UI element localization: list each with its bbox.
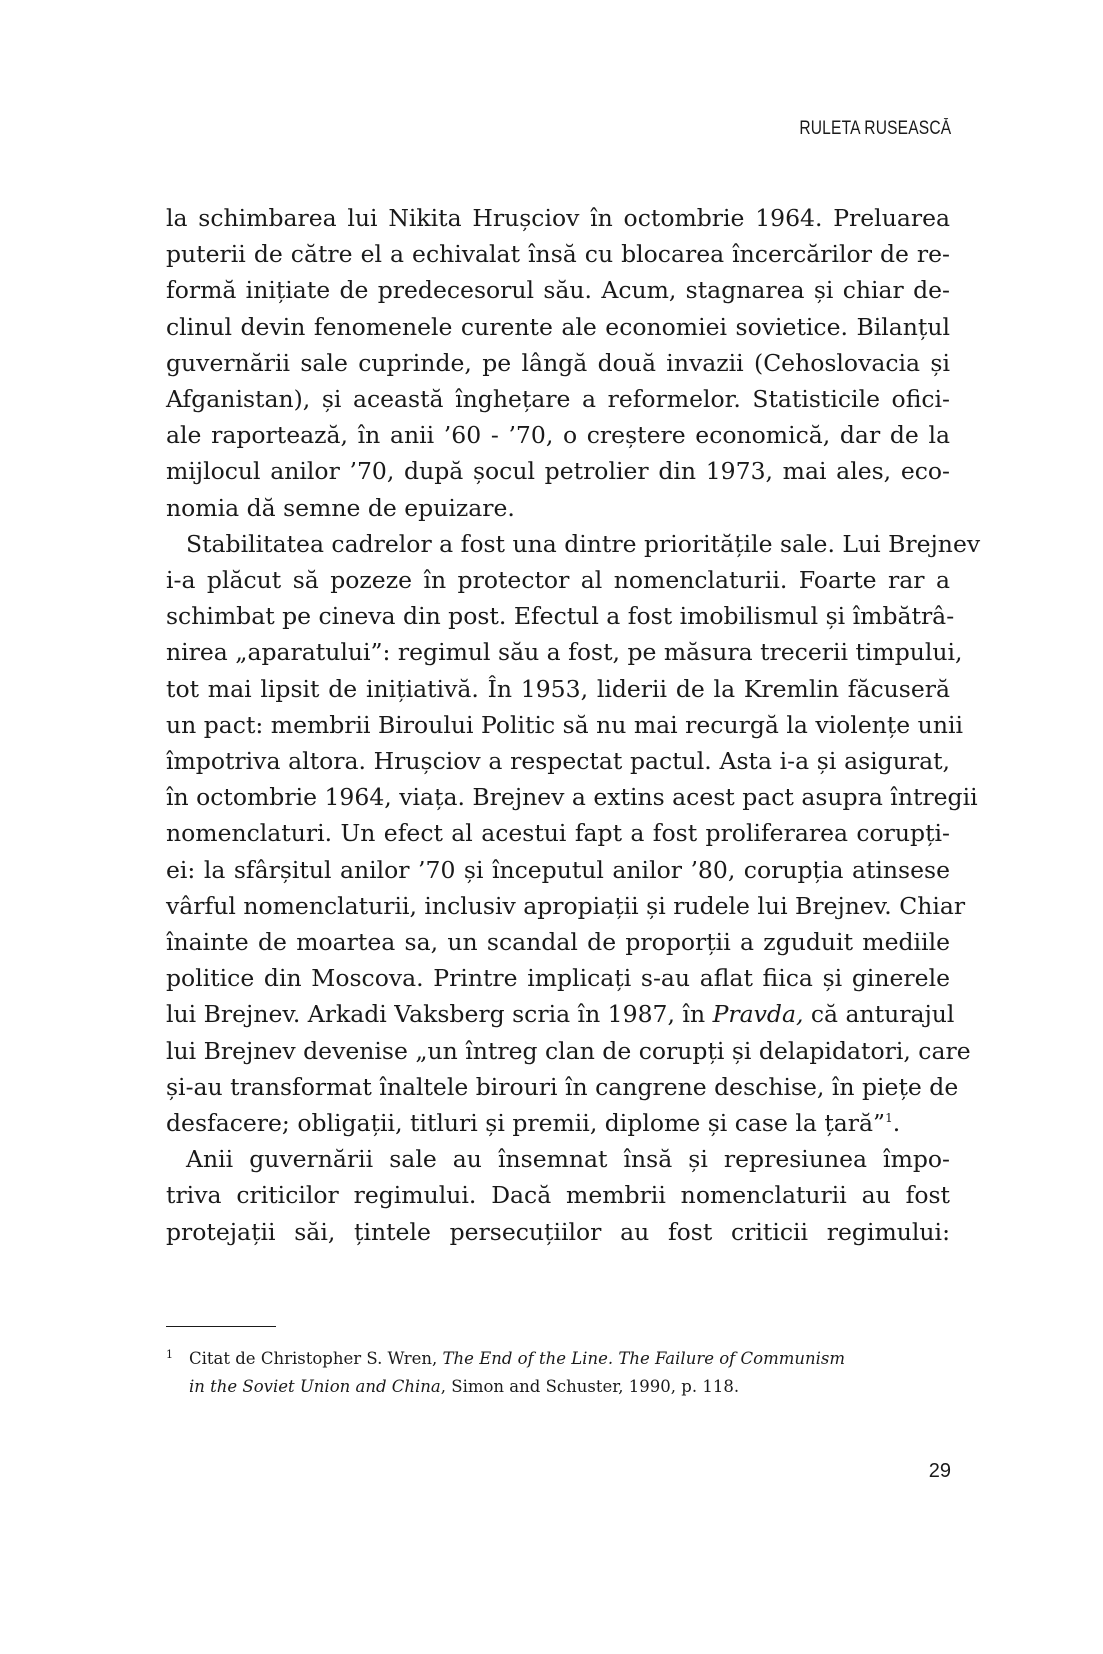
footnote-mark: 1	[166, 1348, 173, 1361]
text-run: Citat de Christopher S. Wren,	[189, 1349, 443, 1368]
body-line: formă inițiate de predecesorul său. Acum, stagnarea și chiar de-	[166, 276, 950, 305]
footnote-line	[189, 1373, 950, 1401]
paragraph-start-line: Anii guvernării sale au însemnat însă și represiunea împo-	[186, 1145, 950, 1174]
body-line: Afganistan), și această înghețare a reformelor. Statisticile ofici-	[166, 385, 950, 414]
text-run: lui Brejnev. Arkadi Vaksberg scria în 1987, în	[166, 1000, 713, 1029]
body-line: triva criticilor regimului. Dacă membrii nomenclaturii au fost	[166, 1181, 950, 1210]
text-run: că anturajul	[803, 1000, 955, 1029]
italic-book-title: in the Soviet Union and China	[189, 1377, 441, 1396]
italic-title-pravda: Pravda,	[712, 1000, 804, 1029]
paragraph-start-line: Stabilitatea cadrelor a fost una dintre prioritățile sale. Lui Brejnev	[186, 529, 981, 558]
footnote-reference[interactable]: 1	[885, 1111, 893, 1126]
body-line: la schimbarea lui Nikita Hrușciov în octombrie 1964. Preluarea	[166, 204, 950, 232]
body-line: puterii de către el a echivalat însă cu blocarea încercărilor de re-	[166, 240, 950, 269]
body-line: tot mai lipsit de inițiativă. În 1953, liderii de la Kremlin făcuseră	[166, 674, 950, 703]
body-line: înainte de moartea sa, un scandal de proporții a zguduit mediile	[166, 928, 950, 957]
footnote-line	[189, 1345, 950, 1373]
body-line: vârful nomenclaturii, inclusiv apropiații și rudele lui Brejnev. Chiar	[166, 891, 966, 920]
body-line	[166, 996, 955, 1032]
text-run: desfacere; obligații, titluri și premii, diplome și case la țară”	[166, 1109, 886, 1138]
body-line: i-a plăcut să pozeze în protector al nomenclaturii. Foarte rar a	[166, 566, 950, 595]
body-line: ei: la sfârșitul anilor ’70 și începutul anilor ’80, corupția atinsese	[166, 855, 950, 884]
body-line: nirea „aparatului”: regimul său a fost, pe măsura trecerii timpului,	[166, 638, 963, 667]
body-line: mijlocul anilor ’70, după șocul petrolier din 1973, mai ales, eco-	[166, 457, 950, 486]
text-run: , Simon and Schuster, 1990, p. 118.	[440, 1377, 740, 1396]
body-line: politice din Moscova. Printre implicați s-au aflat fiica și ginerele	[166, 964, 950, 993]
footnote-separator	[166, 1326, 276, 1327]
body-line: un pact: membrii Biroului Politic să nu mai recurgă la violențe unii	[166, 710, 963, 739]
body-line	[166, 1105, 950, 1141]
footnotes	[166, 1345, 950, 1401]
body-line: protejații săi, țintele persecuțiilor au fost criticii regimului:	[166, 1217, 950, 1246]
body-line: nomia dă semne de epuizare.	[166, 493, 515, 522]
page-number: 29	[928, 1460, 951, 1482]
body-line: guvernării sale cuprinde, pe lângă două invazii (Cehoslovacia și	[166, 348, 950, 377]
footnote-1	[166, 1345, 950, 1401]
body-line: ale raportează, în anii ’60 - ’70, o creștere economică, dar de la	[166, 421, 950, 450]
body-line: în octombrie 1964, viața. Brejnev a extins acest pact asupra întregii	[166, 783, 978, 812]
body-text	[166, 200, 981, 1250]
text-run: .	[892, 1109, 901, 1138]
body-line: lui Brejnev devenise „un întreg clan de corupți și delapidatori, care	[166, 1036, 971, 1065]
body-line: clinul devin fenomenele curente ale economiei sovietice. Bilanțul	[166, 312, 950, 341]
body-line: nomenclaturi. Un efect al acestui fapt a fost proliferarea corupți-	[166, 819, 950, 848]
body-line: schimbat pe cineva din post. Efectul a fost imobilismul și îmbătrâ-	[166, 602, 955, 631]
body-line: împotriva altora. Hrușciov a respectat pactul. Asta i-a și asigurat,	[166, 747, 950, 776]
running-head: RULETA RUSEASCĂ	[799, 118, 951, 139]
body-line: și-au transformat înaltele birouri în cangrene deschise, în piețe de	[166, 1072, 959, 1101]
italic-book-title: The End of the Line. The Failure of Communism	[442, 1349, 846, 1368]
footnote-text	[189, 1345, 950, 1401]
